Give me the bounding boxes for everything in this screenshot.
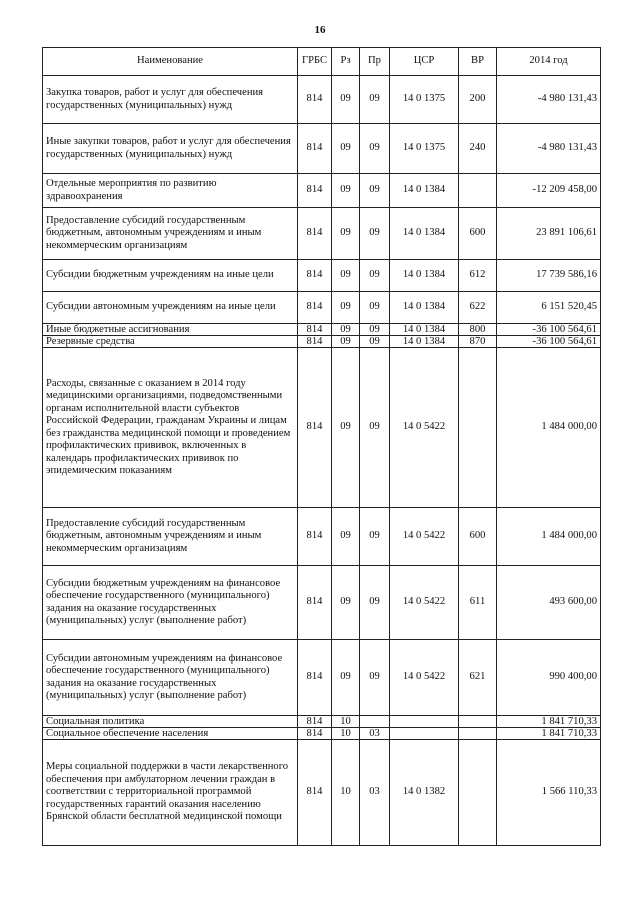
row-name: Субсидии бюджетным учреждениям на иные цели bbox=[43, 260, 298, 292]
row-grbs: 814 bbox=[298, 76, 332, 124]
row-rz: 09 bbox=[332, 508, 360, 566]
row-name: Отдельные мероприятия по развитию здравоохранения bbox=[43, 174, 298, 208]
row-vr: 200 bbox=[459, 76, 497, 124]
row-csr: 14 0 1384 bbox=[390, 336, 459, 348]
row-rz: 10 bbox=[332, 728, 360, 740]
row-amount: 1 566 110,33 bbox=[497, 740, 601, 846]
table-row bbox=[43, 566, 601, 640]
row-vr bbox=[459, 716, 497, 728]
table-header-row bbox=[43, 48, 601, 76]
row-rz: 09 bbox=[332, 348, 360, 508]
row-name: Субсидии автономным учреждениям на финансовое обеспечение государственного (муниципального) задания на оказание государственных (муниципальных) услуг (выполнение работ) bbox=[43, 640, 298, 716]
row-vr bbox=[459, 348, 497, 508]
table-row bbox=[43, 716, 601, 728]
header-pr: Пр bbox=[360, 48, 390, 76]
row-name: Закупка товаров, работ и услуг для обеспечения государственных (муниципальных) нужд bbox=[43, 76, 298, 124]
row-amount: -36 100 564,61 bbox=[497, 324, 601, 336]
row-pr: 09 bbox=[360, 292, 390, 324]
table-row bbox=[43, 348, 601, 508]
table-row bbox=[43, 292, 601, 324]
row-rz: 09 bbox=[332, 566, 360, 640]
row-name: Иные бюджетные ассигнования bbox=[43, 324, 298, 336]
row-pr: 09 bbox=[360, 124, 390, 174]
row-rz: 09 bbox=[332, 124, 360, 174]
row-csr: 14 0 1375 bbox=[390, 124, 459, 174]
row-name: Расходы, связанные с оказанием в 2014 году медицинскими организациями, подведомственными органам исполнительной власти субъектов Российской Федерации, гражданам Украины и лицам без гражданства медицинской помощи и проведением профилактических прививок, включенных в календарь профилактических прививок по эпидемическим показаниям bbox=[43, 348, 298, 508]
row-csr: 14 0 5422 bbox=[390, 640, 459, 716]
row-grbs: 814 bbox=[298, 640, 332, 716]
table-row bbox=[43, 76, 601, 124]
row-grbs: 814 bbox=[298, 208, 332, 260]
row-name: Социальная политика bbox=[43, 716, 298, 728]
row-csr bbox=[390, 728, 459, 740]
row-pr: 09 bbox=[360, 260, 390, 292]
row-name: Меры социальной поддержки в части лекарственного обеспечения при амбулаторном лечении граждан в соответствии с территориальной программой государственных гарантий оказания населению Брянской области бесплатной медицинской помощи bbox=[43, 740, 298, 846]
row-grbs: 814 bbox=[298, 728, 332, 740]
row-name: Социальное обеспечение населения bbox=[43, 728, 298, 740]
table-row bbox=[43, 260, 601, 292]
row-vr: 870 bbox=[459, 336, 497, 348]
row-vr: 800 bbox=[459, 324, 497, 336]
row-pr: 03 bbox=[360, 728, 390, 740]
row-vr bbox=[459, 174, 497, 208]
row-grbs: 814 bbox=[298, 292, 332, 324]
row-name: Субсидии автономным учреждениям на иные цели bbox=[43, 292, 298, 324]
row-vr: 621 bbox=[459, 640, 497, 716]
table-row bbox=[43, 728, 601, 740]
row-csr bbox=[390, 716, 459, 728]
table-row bbox=[43, 508, 601, 566]
header-grbs: ГРБС bbox=[298, 48, 332, 76]
row-rz: 10 bbox=[332, 740, 360, 846]
row-amount: 17 739 586,16 bbox=[497, 260, 601, 292]
row-csr: 14 0 1384 bbox=[390, 174, 459, 208]
budget-table bbox=[42, 47, 601, 846]
row-amount: -36 100 564,61 bbox=[497, 336, 601, 348]
header-year: 2014 год bbox=[497, 48, 601, 76]
row-csr: 14 0 1384 bbox=[390, 260, 459, 292]
row-amount: -12 209 458,00 bbox=[497, 174, 601, 208]
row-vr bbox=[459, 740, 497, 846]
header-rz: Рз bbox=[332, 48, 360, 76]
row-grbs: 814 bbox=[298, 716, 332, 728]
row-csr: 14 0 5422 bbox=[390, 566, 459, 640]
row-vr: 240 bbox=[459, 124, 497, 174]
row-amount: 6 151 520,45 bbox=[497, 292, 601, 324]
table-row bbox=[43, 740, 601, 846]
row-vr bbox=[459, 728, 497, 740]
table-row bbox=[43, 336, 601, 348]
row-rz: 10 bbox=[332, 716, 360, 728]
row-grbs: 814 bbox=[298, 174, 332, 208]
row-rz: 09 bbox=[332, 292, 360, 324]
row-grbs: 814 bbox=[298, 740, 332, 846]
row-vr: 611 bbox=[459, 566, 497, 640]
table-row bbox=[43, 640, 601, 716]
row-rz: 09 bbox=[332, 640, 360, 716]
row-name: Предоставление субсидий государственным бюджетным, автономным учреждениям и иным некоммерческим организациям bbox=[43, 208, 298, 260]
row-csr: 14 0 5422 bbox=[390, 348, 459, 508]
row-pr: 03 bbox=[360, 740, 390, 846]
row-name: Резервные средства bbox=[43, 336, 298, 348]
row-csr: 14 0 1375 bbox=[390, 76, 459, 124]
row-pr: 09 bbox=[360, 348, 390, 508]
row-pr: 09 bbox=[360, 208, 390, 260]
row-grbs: 814 bbox=[298, 124, 332, 174]
row-csr: 14 0 1384 bbox=[390, 208, 459, 260]
row-pr: 09 bbox=[360, 640, 390, 716]
row-pr: 09 bbox=[360, 566, 390, 640]
row-pr: 09 bbox=[360, 324, 390, 336]
row-rz: 09 bbox=[332, 260, 360, 292]
row-amount: 1 484 000,00 bbox=[497, 508, 601, 566]
row-csr: 14 0 1382 bbox=[390, 740, 459, 846]
row-name: Предоставление субсидий государственным бюджетным, автономным учреждениям и иным некоммерческим организациям bbox=[43, 508, 298, 566]
row-pr: 09 bbox=[360, 508, 390, 566]
header-name: Наименование bbox=[43, 48, 298, 76]
row-pr: 09 bbox=[360, 336, 390, 348]
page-number: 16 bbox=[314, 24, 326, 36]
row-rz: 09 bbox=[332, 174, 360, 208]
row-amount: 23 891 106,61 bbox=[497, 208, 601, 260]
row-rz: 09 bbox=[332, 336, 360, 348]
row-vr: 622 bbox=[459, 292, 497, 324]
row-amount: 1 841 710,33 bbox=[497, 728, 601, 740]
table-row bbox=[43, 324, 601, 336]
table-row bbox=[43, 208, 601, 260]
row-rz: 09 bbox=[332, 324, 360, 336]
row-pr: 09 bbox=[360, 76, 390, 124]
row-amount: 1 484 000,00 bbox=[497, 348, 601, 508]
row-grbs: 814 bbox=[298, 508, 332, 566]
row-grbs: 814 bbox=[298, 336, 332, 348]
row-grbs: 814 bbox=[298, 260, 332, 292]
row-amount: 1 841 710,33 bbox=[497, 716, 601, 728]
row-amount: -4 980 131,43 bbox=[497, 124, 601, 174]
row-vr: 600 bbox=[459, 208, 497, 260]
row-csr: 14 0 5422 bbox=[390, 508, 459, 566]
row-rz: 09 bbox=[332, 208, 360, 260]
row-name: Иные закупки товаров, работ и услуг для обеспечения государственных (муниципальных) нужд bbox=[43, 124, 298, 174]
row-amount: -4 980 131,43 bbox=[497, 76, 601, 124]
row-csr: 14 0 1384 bbox=[390, 292, 459, 324]
row-amount: 990 400,00 bbox=[497, 640, 601, 716]
row-rz: 09 bbox=[332, 76, 360, 124]
row-amount: 493 600,00 bbox=[497, 566, 601, 640]
row-pr: 09 bbox=[360, 174, 390, 208]
row-vr: 600 bbox=[459, 508, 497, 566]
table-row bbox=[43, 124, 601, 174]
row-csr: 14 0 1384 bbox=[390, 324, 459, 336]
row-name: Субсидии бюджетным учреждениям на финансовое обеспечение государственного (муниципального) задания на оказание государственных (муниципальных) услуг (выполнение работ) bbox=[43, 566, 298, 640]
row-pr bbox=[360, 716, 390, 728]
row-grbs: 814 bbox=[298, 566, 332, 640]
row-grbs: 814 bbox=[298, 348, 332, 508]
table-row bbox=[43, 174, 601, 208]
row-grbs: 814 bbox=[298, 324, 332, 336]
row-vr: 612 bbox=[459, 260, 497, 292]
header-csr: ЦСР bbox=[390, 48, 459, 76]
header-vr: ВР bbox=[459, 48, 497, 76]
